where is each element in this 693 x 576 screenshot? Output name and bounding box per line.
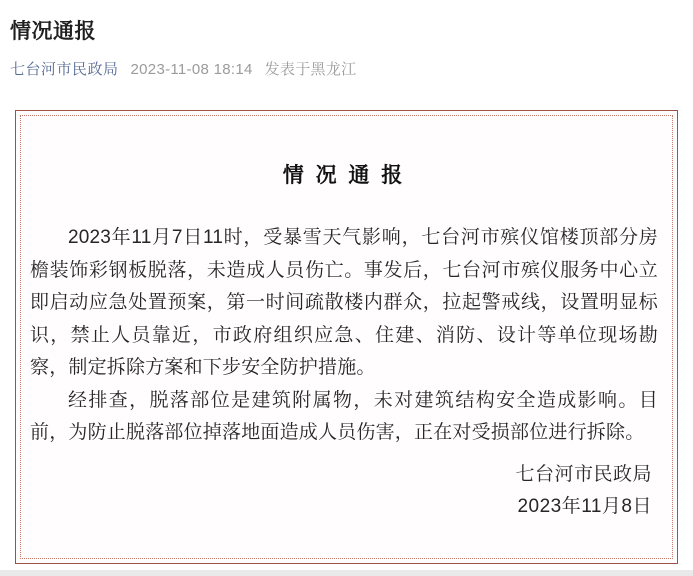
page-bottom-edge: [0, 570, 693, 576]
account-name-link[interactable]: 七台河市民政局: [10, 61, 119, 79]
byline: [10, 60, 681, 79]
publish-location: 发表于黑龙江: [264, 61, 357, 79]
notice-inner-border: [20, 115, 673, 559]
notice-date: 2023年11月8日: [517, 496, 652, 518]
notice-paragraph-1: 2023年11月7日11时，受暴雪天气影响，七台河市殡仪馆楼顶部分房檐装饰彩钢板脱落，未造成人员伤亡。事发后，七台河市殡仪服务中心立即启动应急处置预案，第一时间疏散楼内群众，拉起警戒线，设置明显标识，禁止人员靠近，市政府组织应急、住建、消防、设计等单位现场勘察，制定拆除方案和下步安全防护措施。: [30, 227, 658, 379]
notice-signature: 七台河市民政局: [515, 463, 652, 485]
publish-time: 2023-11-08 18:14: [130, 61, 253, 79]
notice-signature-block: [30, 459, 658, 524]
notice-paragraph-2: 经排查，脱落部位是建筑附属物，未对建筑结构安全造成影响。目前，为防止脱落部位掉落地面造成人员伤害，正在对受损部位进行拆除。: [30, 389, 658, 444]
article-header: [0, 0, 693, 79]
notice-body: [30, 222, 658, 450]
page-title: 情况通报: [10, 20, 96, 43]
notice-title: 情 况 通 报: [282, 164, 406, 188]
notice-bordered-box: [15, 110, 678, 564]
